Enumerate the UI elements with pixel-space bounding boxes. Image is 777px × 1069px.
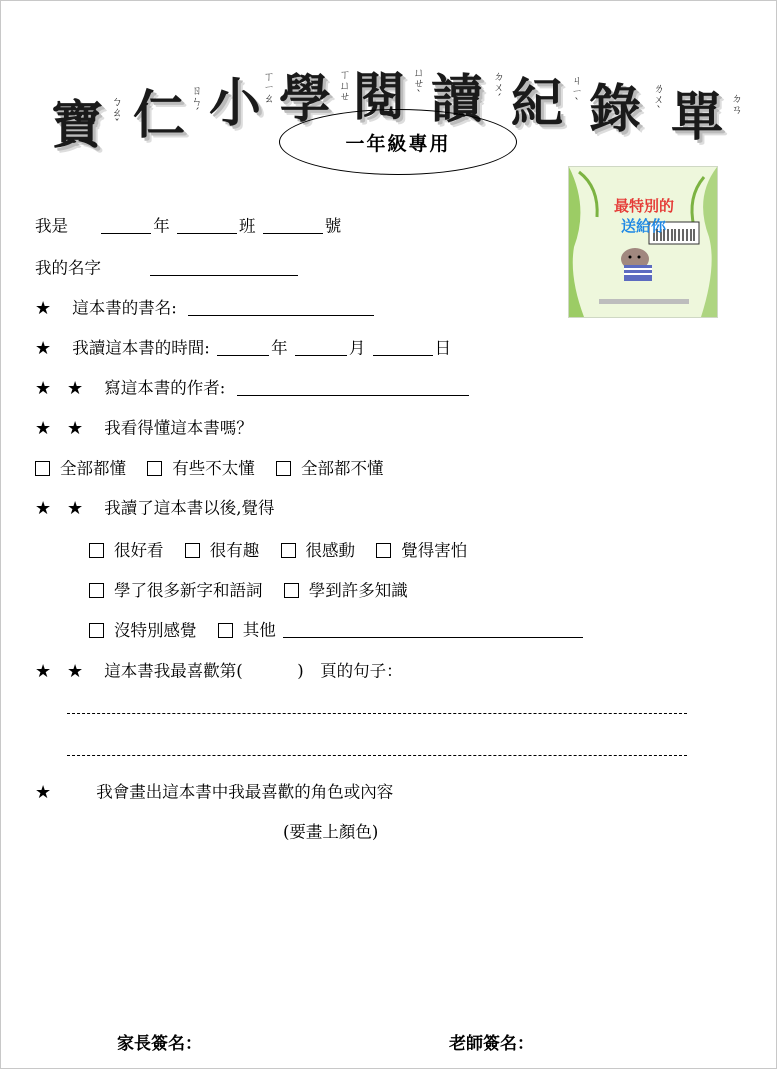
checkbox-all-understand[interactable]: [35, 461, 50, 476]
line-feel-options-3: [89, 617, 585, 643]
star-icon: ★: [35, 497, 52, 519]
checkbox-touched[interactable]: [281, 543, 296, 558]
star-icon: ★: [35, 377, 52, 399]
bopomofo-annotation: ㄖ ㄣ ˊ: [191, 84, 203, 119]
teacher-signature-label: 老師簽名：: [449, 1034, 534, 1054]
book-title-line1: 最特別的: [614, 197, 675, 215]
label-author: 寫這本書的作者:: [104, 378, 226, 398]
line-draw-note: [283, 819, 378, 845]
option-label: 其他: [242, 620, 276, 640]
line-author: [35, 375, 471, 401]
label-fav-page2: ) 頁的句子：: [297, 661, 403, 681]
checkbox-no-feeling[interactable]: [89, 623, 104, 638]
line-draw: [35, 779, 393, 805]
checkbox-fun[interactable]: [185, 543, 200, 558]
star-icon: ★: [35, 781, 52, 803]
other-blank[interactable]: [283, 623, 583, 638]
bopomofo-annotation: ㄒ ㄩ ㄝ: [339, 68, 351, 103]
label-bookname: 這本書的書名:: [72, 298, 177, 318]
label-number: 號: [324, 216, 342, 236]
star-icon: ★: [35, 660, 52, 682]
line-understand-options: [35, 455, 400, 481]
checkbox-good[interactable]: [89, 543, 104, 558]
class-blank[interactable]: [177, 219, 237, 234]
book-cover-image: [568, 166, 718, 318]
bopomofo-annotation: ㄩ ㄝ ˋ: [413, 66, 425, 101]
book-cover-art: [569, 167, 717, 317]
title-char: 閱: [353, 68, 406, 128]
option-label: 很好看: [114, 540, 164, 560]
label-myname: 我的名字: [35, 258, 101, 278]
subtitle: 一年級專用: [345, 132, 451, 155]
drawing-area[interactable]: [41, 851, 741, 1016]
readtime-month-blank[interactable]: [295, 341, 347, 356]
star-icon: ★: [67, 660, 84, 682]
bopomofo-annotation: ㄐ ㄧ ˋ: [571, 74, 583, 109]
title-char: 錄: [589, 80, 642, 140]
title-char: 小: [209, 74, 262, 134]
number-blank[interactable]: [263, 219, 323, 234]
subtitle-oval: [279, 109, 517, 175]
star-icon: ★: [67, 377, 84, 399]
star-icon: ★: [35, 297, 52, 319]
label-month: 月: [348, 338, 366, 358]
line-feel-options-2: [89, 577, 424, 603]
label-year: 年: [271, 338, 288, 358]
option-label: 有些不太懂: [172, 458, 255, 478]
line-feel: [35, 495, 275, 521]
label-year: 年: [153, 216, 170, 236]
sentence-line-1[interactable]: [67, 713, 687, 714]
bopomofo-annotation: ㄒ ㄧ ㄠ: [263, 70, 275, 105]
star-icon: ★: [67, 417, 84, 439]
title-char: 讀: [431, 70, 484, 130]
line-understand: [35, 415, 253, 441]
star-icon: ★: [67, 497, 84, 519]
option-label: 全部都懂: [60, 458, 126, 478]
star-icon: ★: [35, 417, 52, 439]
line-name: [35, 255, 300, 281]
label-intro: 我是: [35, 216, 68, 236]
readtime-year-blank[interactable]: [217, 341, 269, 356]
label-day: 日: [434, 338, 452, 358]
parent-signature-label: 家長簽名：: [117, 1034, 202, 1054]
option-label: 很感動: [305, 540, 355, 560]
label-draw-note: (要畫上顏色): [283, 822, 379, 842]
title-char: 單: [671, 88, 724, 148]
label-draw: 我會畫出這本書中我最喜歡的角色或內容: [96, 782, 394, 802]
line-identity: [35, 213, 341, 239]
year-blank[interactable]: [101, 219, 151, 234]
checkbox-scared[interactable]: [376, 543, 391, 558]
line-feel-options-1: [89, 537, 483, 563]
option-label: 全部都不懂: [301, 458, 384, 478]
book-title-line2: 送給你: [621, 217, 667, 235]
option-label: 很有趣: [209, 540, 260, 560]
sentence-line-2[interactable]: [67, 755, 687, 756]
name-blank[interactable]: [150, 261, 298, 276]
label-fav-page: 這本書我最喜歡第(: [104, 661, 243, 681]
bopomofo-annotation: ㄉ ㄢ: [731, 92, 743, 116]
option-label: 沒特別感覺: [114, 620, 197, 640]
label-feel: 我讀了這本書以後,覺得: [104, 498, 275, 518]
option-label: 學到許多知識: [308, 580, 408, 600]
line-readtime: [35, 335, 451, 361]
checkbox-other[interactable]: [218, 623, 233, 638]
title-char: 學: [279, 70, 332, 130]
option-label: 學了很多新字和語詞: [114, 580, 263, 600]
title-char: 寶: [51, 96, 104, 156]
star-icon: ★: [35, 337, 52, 359]
checkbox-none-understand[interactable]: [276, 461, 291, 476]
line-bookname: [35, 295, 376, 321]
label-understand: 我看得懂這本書嗎？: [104, 418, 253, 438]
bopomofo-annotation: ㄅ ㄠ ˇ: [111, 95, 123, 130]
checkbox-new-words[interactable]: [89, 583, 104, 598]
checkbox-knowledge[interactable]: [284, 583, 299, 598]
option-label: 覺得害怕: [401, 540, 468, 560]
bopomofo-annotation: ㄉ ㄨ ˊ: [493, 70, 505, 105]
readtime-day-blank[interactable]: [373, 341, 433, 356]
title-char: 紀: [511, 74, 564, 134]
label-readtime: 我讀這本書的時間:: [72, 338, 210, 358]
label-class: 班: [239, 216, 256, 236]
checkbox-some-not-understand[interactable]: [147, 461, 162, 476]
author-blank[interactable]: [237, 381, 469, 396]
line-fav-page: [35, 658, 403, 684]
bookname-blank[interactable]: [188, 301, 374, 316]
title-char: 仁: [133, 86, 186, 146]
bopomofo-annotation: ㄌ ㄨ ˋ: [653, 82, 665, 117]
